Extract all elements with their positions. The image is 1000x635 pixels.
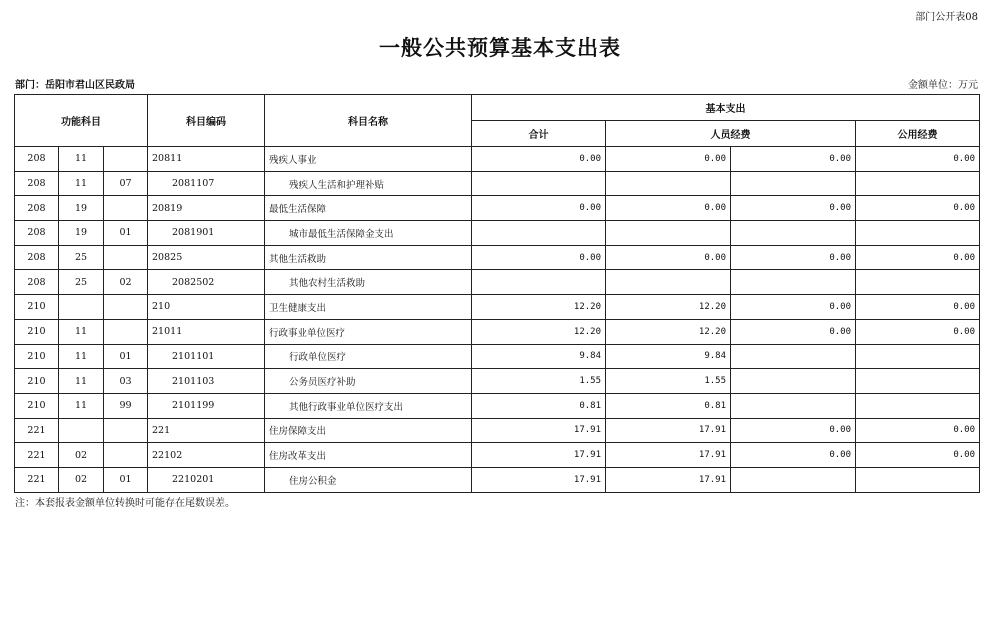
table-row [15,393,980,418]
item-code-cell: 03 [104,369,148,394]
class-code-cell: 208 [15,270,59,295]
item-code-cell: 01 [104,344,148,369]
total-cell: 12.20 [472,319,606,344]
total-cell: 9.84 [472,344,606,369]
subject-name-cell: 其他生活救助 [265,245,472,270]
table-row [15,221,980,246]
public-cell [856,221,980,246]
personnel-cell: 0.81 [606,393,731,418]
header-basic-expenditure: 基本支出 [472,95,980,121]
class-code-cell: 221 [15,443,59,468]
footnote: 注：本套报表金额单位转换时可能存在尾数误差。 [15,498,235,509]
page-title: 一般公共预算基本支出表 [379,35,621,60]
section-code-cell [59,418,104,443]
total-cell: 17.91 [472,467,606,492]
class-code-cell: 210 [15,393,59,418]
personnel-cell [606,171,731,196]
section-code-cell: 11 [59,393,104,418]
section-code-cell: 11 [59,171,104,196]
total-cell [472,221,606,246]
item-code-cell: 07 [104,171,148,196]
class-code-cell: 210 [15,295,59,320]
total-cell: 12.20 [472,295,606,320]
subject-name-cell: 公务员医疗补助 [265,369,472,394]
form-number: 部门公开表08 [915,12,978,23]
section-code-cell: 19 [59,196,104,221]
item-code-cell: 01 [104,467,148,492]
item-code-cell [104,319,148,344]
personnel-sub-cell [731,344,856,369]
class-code-cell: 210 [15,369,59,394]
item-code-cell [104,196,148,221]
total-cell [472,270,606,295]
subject-code-cell: 21011 [148,319,265,344]
class-code-cell: 221 [15,418,59,443]
subject-code-cell: 2210201 [148,467,265,492]
table-row [15,270,980,295]
personnel-sub-cell: 0.00 [731,147,856,172]
personnel-cell: 9.84 [606,344,731,369]
section-code-cell: 11 [59,369,104,394]
subject-name-cell: 住房公积金 [265,467,472,492]
table-row [15,319,980,344]
personnel-cell [606,270,731,295]
personnel-cell: 0.00 [606,147,731,172]
header-function-subject: 功能科目 [15,95,148,147]
table-row [15,344,980,369]
subject-name-cell: 残疾人生活和护理补贴 [265,171,472,196]
public-cell: 0.00 [856,443,980,468]
section-code-cell: 19 [59,221,104,246]
item-code-cell: 01 [104,221,148,246]
header-subject-code: 科目编码 [148,95,265,147]
personnel-cell: 0.00 [606,196,731,221]
item-code-cell [104,295,148,320]
public-cell: 0.00 [856,245,980,270]
personnel-sub-cell [731,467,856,492]
subject-code-cell: 2101101 [148,344,265,369]
section-code-cell: 02 [59,443,104,468]
personnel-sub-cell [731,369,856,394]
public-cell [856,393,980,418]
public-cell: 0.00 [856,147,980,172]
personnel-cell: 12.20 [606,319,731,344]
amount-unit-label: 金额单位：万元 [908,80,978,91]
subject-code-cell: 2101199 [148,393,265,418]
public-cell [856,270,980,295]
header-total: 合计 [472,121,606,147]
personnel-cell: 12.20 [606,295,731,320]
section-code-cell: 25 [59,270,104,295]
subject-name-cell: 最低生活保障 [265,196,472,221]
total-cell [472,171,606,196]
total-cell: 0.00 [472,245,606,270]
total-cell: 1.55 [472,369,606,394]
class-code-cell: 221 [15,467,59,492]
subject-name-cell: 其他行政事业单位医疗支出 [265,393,472,418]
personnel-sub-cell [731,270,856,295]
public-cell [856,369,980,394]
personnel-sub-cell: 0.00 [731,319,856,344]
subject-name-cell: 残疾人事业 [265,147,472,172]
subject-name-cell: 住房改革支出 [265,443,472,468]
subject-name-cell: 卫生健康支出 [265,295,472,320]
class-code-cell: 208 [15,171,59,196]
total-cell: 0.81 [472,393,606,418]
personnel-cell: 17.91 [606,443,731,468]
personnel-cell: 17.91 [606,418,731,443]
budget-table [14,94,980,493]
subject-code-cell: 20825 [148,245,265,270]
item-code-cell [104,245,148,270]
section-code-cell: 11 [59,319,104,344]
personnel-sub-cell: 0.00 [731,295,856,320]
class-code-cell: 208 [15,196,59,221]
subject-code-cell: 20811 [148,147,265,172]
class-code-cell: 208 [15,245,59,270]
section-code-cell: 11 [59,344,104,369]
total-cell: 0.00 [472,147,606,172]
public-cell: 0.00 [856,319,980,344]
subject-code-cell: 2101103 [148,369,265,394]
subject-name-cell: 住房保障支出 [265,418,472,443]
item-code-cell: 02 [104,270,148,295]
table-row [15,196,980,221]
subject-name-cell: 行政事业单位医疗 [265,319,472,344]
class-code-cell: 210 [15,319,59,344]
personnel-sub-cell [731,221,856,246]
section-code-cell: 02 [59,467,104,492]
subject-name-cell: 其他农村生活救助 [265,270,472,295]
personnel-sub-cell [731,393,856,418]
subject-code-cell: 210 [148,295,265,320]
class-code-cell: 208 [15,147,59,172]
public-cell: 0.00 [856,295,980,320]
class-code-cell: 210 [15,344,59,369]
total-cell: 17.91 [472,443,606,468]
table-row [15,245,980,270]
personnel-sub-cell: 0.00 [731,418,856,443]
total-cell: 0.00 [472,196,606,221]
section-code-cell: 25 [59,245,104,270]
subject-code-cell: 221 [148,418,265,443]
header-personnel: 人员经费 [606,121,856,147]
public-cell: 0.00 [856,196,980,221]
department-label: 部门：岳阳市君山区民政局 [15,80,135,91]
table-row [15,171,980,196]
table-row [15,295,980,320]
subject-code-cell: 2081107 [148,171,265,196]
personnel-cell: 17.91 [606,467,731,492]
item-code-cell [104,147,148,172]
item-code-cell [104,418,148,443]
table-row [15,443,980,468]
personnel-sub-cell: 0.00 [731,196,856,221]
header-subject-name: 科目名称 [265,95,472,147]
item-code-cell: 99 [104,393,148,418]
personnel-sub-cell [731,171,856,196]
personnel-sub-cell: 0.00 [731,245,856,270]
header-public: 公用经费 [856,121,980,147]
public-cell [856,171,980,196]
subject-code-cell: 2081901 [148,221,265,246]
personnel-sub-cell: 0.00 [731,443,856,468]
personnel-cell [606,221,731,246]
section-code-cell [59,295,104,320]
subject-code-cell: 22102 [148,443,265,468]
public-cell: 0.00 [856,418,980,443]
personnel-cell: 1.55 [606,369,731,394]
section-code-cell: 11 [59,147,104,172]
public-cell [856,344,980,369]
subject-name-cell: 城市最低生活保障金支出 [265,221,472,246]
subject-code-cell: 20819 [148,196,265,221]
header-row-1 [15,95,980,121]
public-cell [856,467,980,492]
total-cell: 17.91 [472,418,606,443]
table-row [15,147,980,172]
subject-name-cell: 行政单位医疗 [265,344,472,369]
subject-code-cell: 2082502 [148,270,265,295]
table-row [15,369,980,394]
item-code-cell [104,443,148,468]
table-body [15,147,980,493]
table-row [15,467,980,492]
class-code-cell: 208 [15,221,59,246]
personnel-cell: 0.00 [606,245,731,270]
table-row [15,418,980,443]
